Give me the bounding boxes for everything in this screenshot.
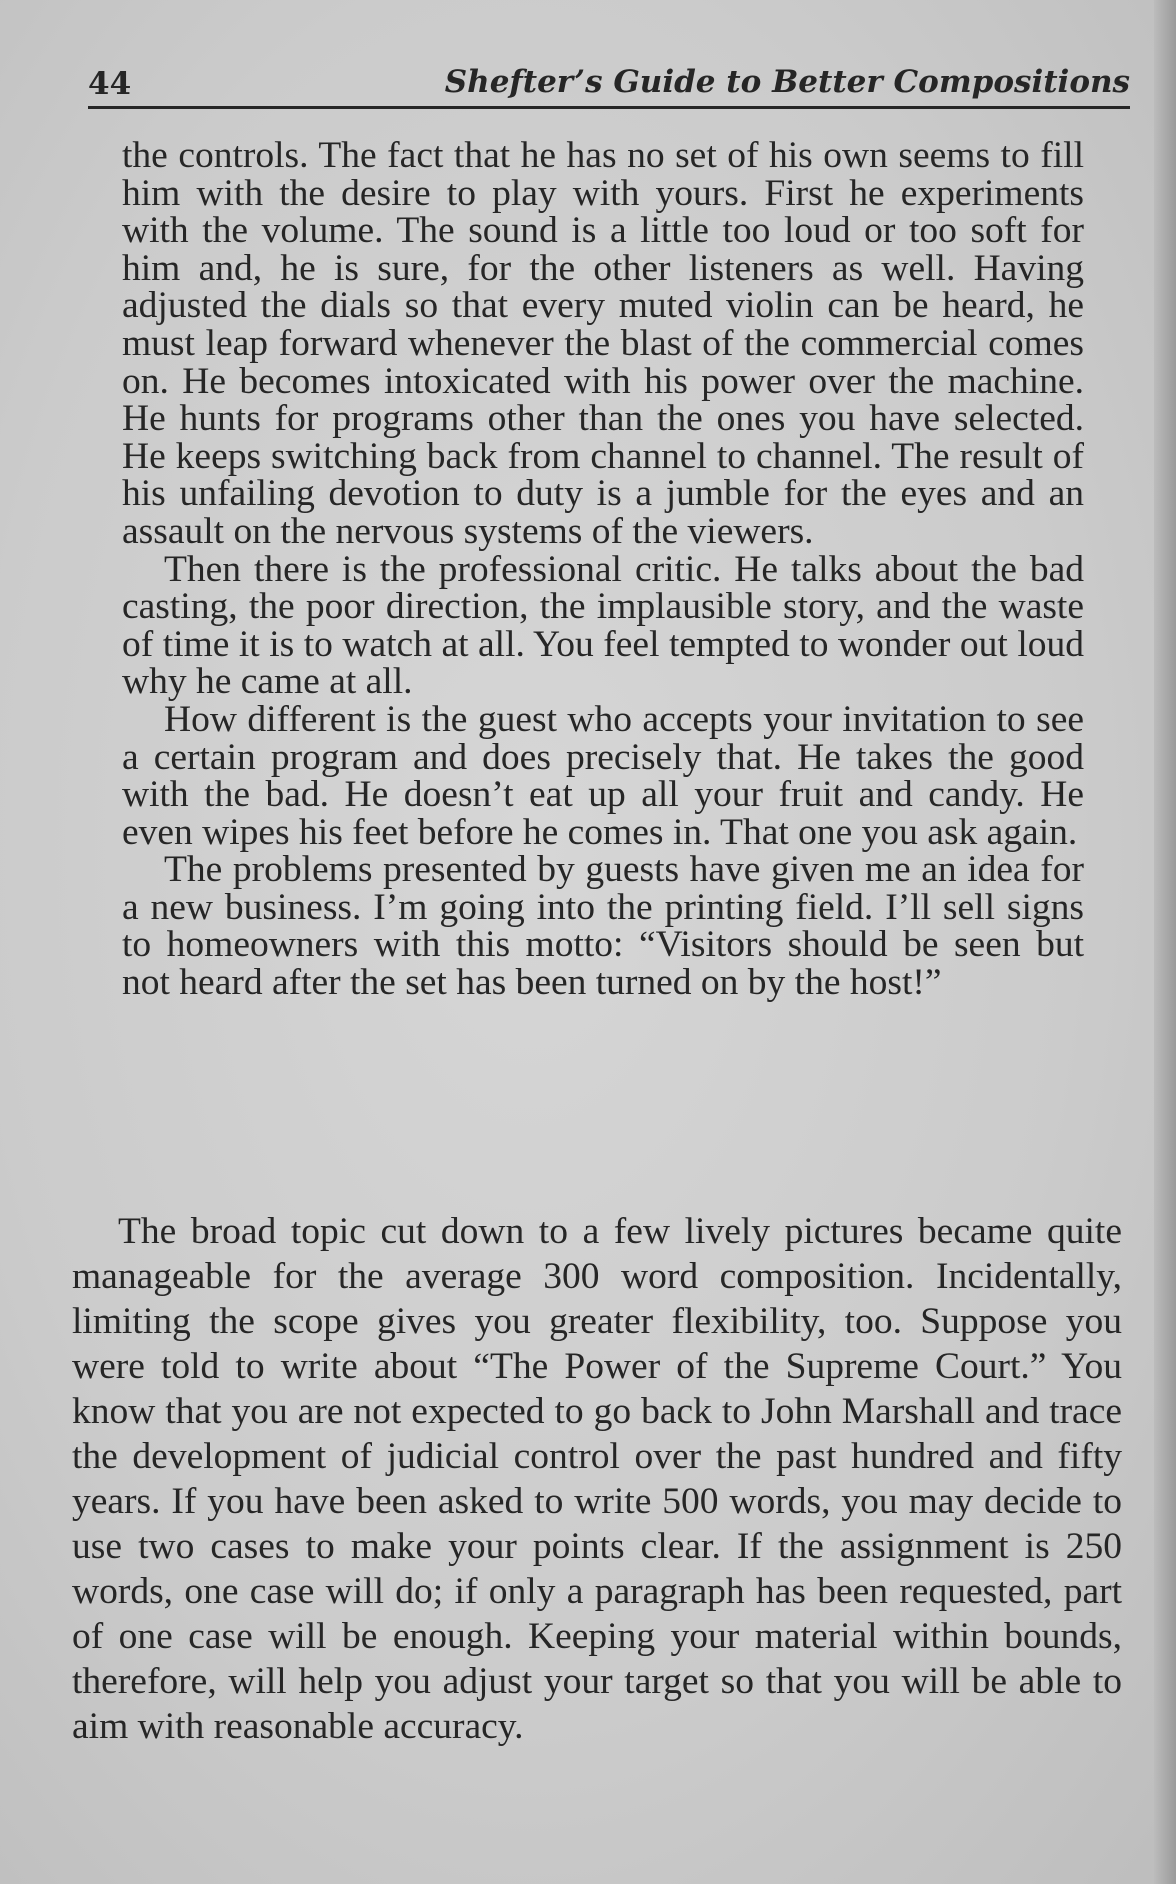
quoted-composition xyxy=(122,137,1084,1002)
page-header xyxy=(88,60,1130,109)
main-text xyxy=(72,1209,1122,1749)
body-paragraph: The broad topic cut down to a few lively pictures became quite manageable for the average 300 word composition. Incidentally, limiting the scope gives you greater flexibility, too. Suppose you were told to write about “The Power of the Supreme Court.” You know that you are not expected to go back to John Marshall and trace the development of judicial control over the past hundred and fifty years. If you have been asked to write 500 words, you may decide to use two cases to make your points clear. If the assignment is 250 words, one case will do; if only a paragraph has been requested, part of one case will be enough. Keeping your material within bounds, therefore, will help you adjust your target so that you will be able to aim with reasonable accuracy. xyxy=(72,1211,1122,1747)
running-title: Shefter’s Guide to Better Compositions xyxy=(444,64,1130,100)
quote-paragraph-2: Then there is the professional critic. He talks about the bad casting, the poor direction, the implausible story, and the waste of time it is to watch at all. You feel tempted to wonder out loud why he came at all. xyxy=(122,548,1084,703)
page-edge-shadow xyxy=(1154,0,1176,1884)
page-number: 44 xyxy=(88,66,132,102)
quote-paragraph-4: The problems presented by guests have given me an idea for a new business. I’m going into the printing field. I’ll sell signs to homeowners with this motto: “Visitors should be seen but not heard after the set has been turned on by the host!” xyxy=(122,849,1084,1004)
quote-paragraph-3: How different is the guest who accepts your invitation to see a certain program and does precisely that. He takes the good with the bad. He doesn’t eat up all your fruit and candy. He even wipes his feet before he comes in. That one you ask again. xyxy=(122,698,1084,853)
quote-paragraph-1: the controls. The fact that he has no set of his own seems to fill him with the desire to play with yours. First he experiments with the volume. The sound is a little too loud or too soft for him and, he is sure, for the other listeners as well. Having adjusted the dials so that every muted violin can be heard, he must leap forward whenever the blast of the commercial comes on. He becomes intoxicated with his power over the machine. He hunts for programs other than the ones you have selected. He keeps switching back from channel to channel. The result of his unfailing devotion to duty is a jumble for the eyes and an assault on the nervous systems of the viewers. xyxy=(122,135,1084,552)
